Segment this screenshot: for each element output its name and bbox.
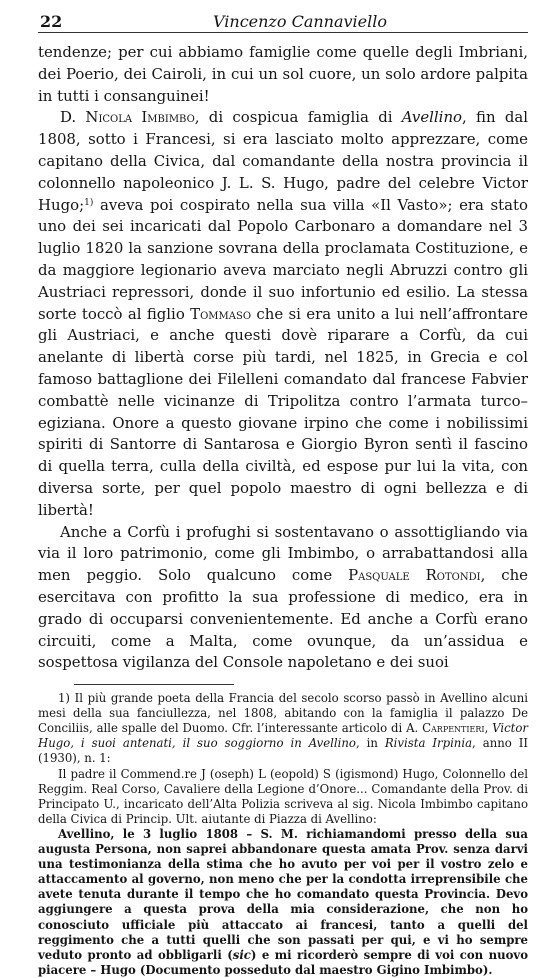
footnote-3-text-c: (Documento posseduto dal maestro Gigino Imbimbo).	[139, 962, 493, 977]
footnote-marker: 1)	[84, 197, 94, 208]
paragraph-2-text-d: aveva poi cospirato nella sua villa «Il Vasto»; era stato uno dei sei incaricati dal Popolo Carbonaro a domandare nel 3 luglio 1820 la sanzione sovrana della proclamata Costituzione, e da maggiore legionario aveva marciato negli Abruzzi contro gli Austriaci repressori, donde il suo infortunio ed esilio. La stessa sorte toccò al figlio	[38, 195, 528, 323]
footnote-1-text-b: ,	[484, 721, 493, 736]
footnote-1-text-a: 1) Il più grande poeta della Francia del secolo scorso passò in Avellino alcuni mesi della sua fanciullezza, nel 1808, abitando con la famiglia il palazzo De Conciliis, alle spalle del Duomo. Cfr. l’interessante articolo di A.	[38, 691, 528, 736]
paragraph-3	[38, 522, 528, 675]
person-name-tommaso: Tommaso	[190, 304, 252, 323]
footnote-2-text: Il padre il Commend.re J (oseph) L (eopold) S (igismond) Hugo, Colonnello del Reggim. Real Corso, Cavaliere della Legione d’Onore... Comandante della Prov. di Principato U., incaricato dell’Alta Polizia scriveva al sig. Nicola Imbimbo capitano della Civica di Princip. Ult. aiutante di Piazza di Avellino:	[38, 766, 528, 826]
running-title: Vincenzo Cannaviello	[213, 12, 387, 31]
footnotes	[38, 691, 528, 978]
footnote-hugo-letter	[38, 827, 528, 978]
paragraph-2-text-c: , fin dal 1808, sotto i Francesi, si era lasciato molto apprezzare, come capitano della Civica, dal comandante della nostra provincia il colonnello napoleonico J. L. S. Hugo, padre del celebre Victor Hugo;	[38, 108, 528, 214]
paragraph-2-text-e: che si era unito a lui nell’affrontare gli Austriaci, e anche questi dovè riparare a Corfù, da cui anelante di libertà corse più tardi, nel 1825, in Grecia e col famoso battaglione dei Filelleni comandato dal francese Fabvier combattè nelle vicinanze di Tripolitza contro l’armata turco–egiziana. Onore a questo giovane irpino che come i nobilissimi spiriti di Santorre di Santarosa e Giorgio Byron sentì il fascino di quella terra, culla della civiltà, ed espose pur lui la vita, con diversa sorte, per quel popolo maestro di ogni bellezza e di libertà!	[38, 304, 528, 519]
city-avellino: Avellino	[401, 108, 462, 127]
paragraph-1	[38, 42, 528, 107]
book-page	[38, 10, 528, 978]
main-text	[38, 42, 528, 674]
footnote-author: Carpentieri	[422, 721, 485, 736]
paragraph-3-text-a: Anche a Corfù i profughi si sostentavano o assottigliando via via il loro patrimonio, come gli Imbimbo, o arrabattandosi alla men peggio. Solo qualcuno come	[38, 522, 528, 585]
paragraph-1-text: tendenze; per cui abbiamo famiglie come quelle degli Imbriani, dei Poerio, dei Cairoli, in cui un sol cuore, un solo ardore palpita in tutti i consanguinei!	[38, 43, 528, 105]
paragraph-2-text-b: , di cospicua famiglia di	[194, 108, 402, 127]
page-header	[38, 10, 528, 33]
footnote-3-text-b: ) e mi ricorderò sempre di voi con nuovo piacere – Hugo	[38, 947, 528, 977]
footnote-3-text-a: Avellino, le 3 luglio 1808 – S. M. richiamandomi presso della sua augusta Persona, non saprei abbandonare questa amata Prov. senza darvi una testimonianza della stima che ho avuto per voi per il vostro zelo e attaccamento al governo, non meno che per la condotta irreprensibile che avete tenuta durante il tempo che ho comandato questa Provincia. Devo aggiungere a questa prova della mia considerazione, che non ho conosciuto ufficiale più attaccato ai francesi, tanto a quelli del reggimento che a tutti quelli che son passati per qui, e vi ho sempre veduto pronto ad obbligarli (	[38, 826, 528, 962]
paragraph-2-text-a: D.	[60, 108, 86, 127]
footnote-journal: Rivista Irpinia	[384, 736, 473, 751]
footnote-1-text-d: , anno II (1930), n. 1:	[38, 736, 528, 766]
paragraph-2	[38, 107, 528, 521]
page-number: 22	[40, 12, 63, 31]
footnote-sic: sic	[232, 947, 251, 962]
footnote-divider	[74, 684, 234, 691]
footnote-1-text-c: , in	[355, 736, 385, 751]
footnote-1	[38, 691, 528, 766]
footnote-hugo-title	[38, 767, 528, 827]
person-name-pasquale-rotondi: Pasquale Rotondi	[348, 566, 481, 585]
paragraph-3-text-b: , che esercitava con profitto la sua professione di medico, era in grado di occuparsi convenientemente. Ed anche a Corfù erano circuiti, come a Malta, come ovunque, da un’assidua e sospettosa vigilanza del Console napoletano e dei suoi	[38, 566, 528, 672]
footnote-article-title: Victor Hugo, i suoi antenati, il suo soggiorno in Avellino	[38, 721, 528, 751]
person-name-nicola-imbimbo: Nicola Imbimbo	[85, 108, 195, 127]
